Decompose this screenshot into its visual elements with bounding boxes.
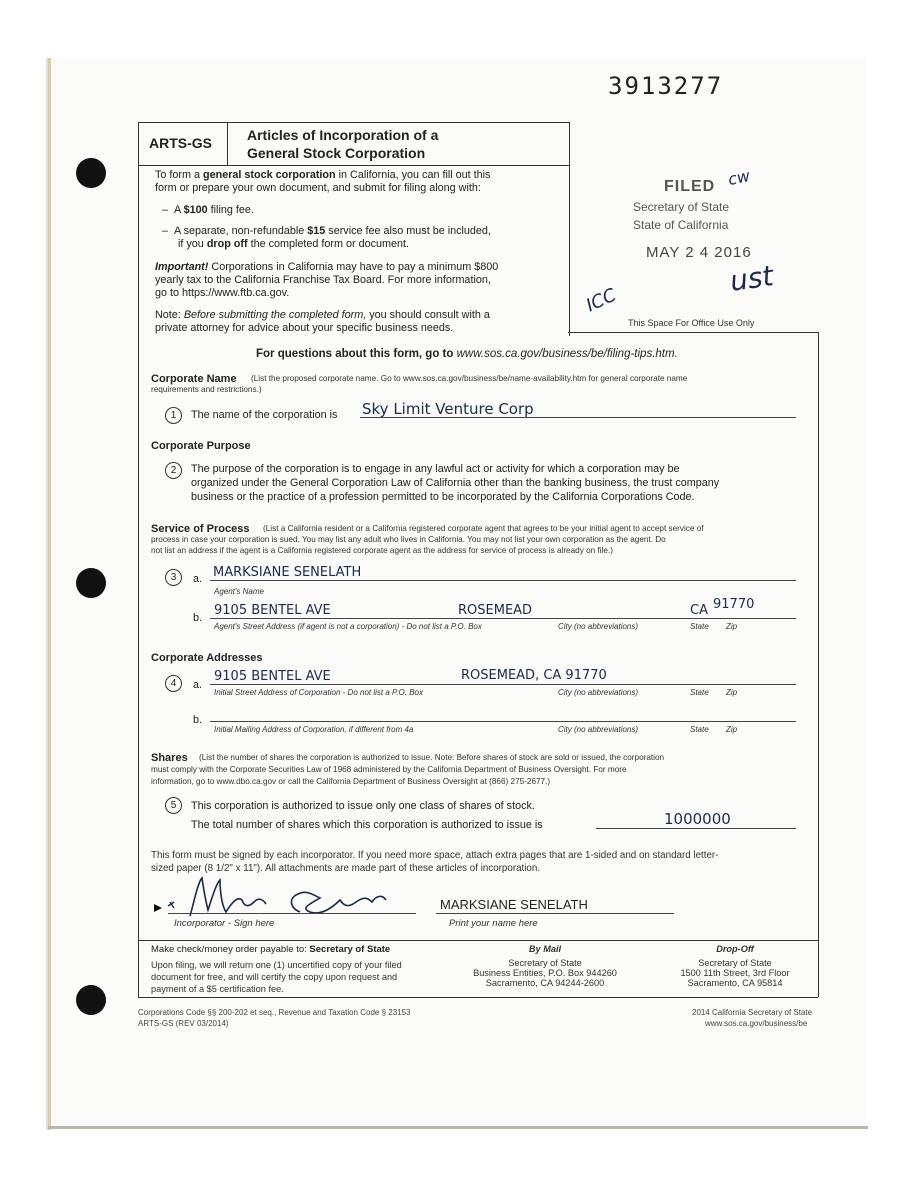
- signature-line: [168, 913, 416, 914]
- payable-to: Make check/money order payable to: Secretary of State: [151, 944, 391, 955]
- agent-zip-caption: Zip: [726, 622, 738, 631]
- form-code: ARTS-GS: [149, 135, 212, 151]
- corp-city-state-zip-value: ROSEMEAD, CA 91770: [461, 668, 607, 683]
- page-bottom-edge: [48, 1126, 868, 1129]
- printed-name-line: [436, 913, 674, 914]
- form-left-border: [138, 335, 139, 997]
- item-number-5: 5: [165, 797, 182, 814]
- address-a-label: a.: [193, 679, 203, 691]
- agent-zip-value: 91770: [713, 597, 755, 612]
- punch-hole: [76, 568, 106, 598]
- signature-caption: Incorporator - Sign here: [174, 918, 275, 929]
- service-of-process-heading: Service of Process: [151, 523, 250, 535]
- agent-city-value: ROSEMEAD: [458, 603, 533, 618]
- shares-value: 1000000: [664, 810, 731, 828]
- agent-state-caption: State: [690, 622, 709, 631]
- upon-filing-3: payment of a $5 certification fee.: [151, 984, 284, 994]
- agent-a-label: a.: [193, 573, 203, 585]
- signature-instructions-2: sized paper (8 1/2" x 11"). All attachments are made part of these articles of incorporation.: [151, 863, 541, 874]
- stamp-line1: Secretary of State: [633, 200, 730, 214]
- mailing-address-caption: Initial Mailing Address of Corporation, if different from 4a: [214, 725, 414, 734]
- form-title-line1: Articles of Incorporation of a: [247, 127, 439, 143]
- statute-reference: Corporations Code §§ 200-202 et seq., Revenue and Taxation Code § 23153: [138, 1008, 411, 1017]
- shares-field-line: [596, 828, 796, 829]
- print-name-caption: Print your name here: [449, 918, 538, 929]
- stamp-line2: State of California: [633, 218, 729, 232]
- drop-off-block: Drop-Off Secretary of State 1500 11th Street, 3rd Floor Sacramento, CA 95814: [680, 944, 790, 988]
- mailing-address-line[interactable]: [210, 721, 796, 722]
- document-number: 3913277: [608, 72, 724, 100]
- copyright: 2014 California Secretary of State: [692, 1008, 813, 1017]
- form-right-border: [818, 332, 819, 997]
- mailing-zip-caption: Zip: [726, 725, 738, 734]
- shares-heading: Shares: [151, 752, 188, 764]
- item-number-2: 2: [165, 462, 182, 479]
- corporate-addresses-heading: Corporate Addresses: [151, 652, 263, 664]
- punch-hole: [76, 158, 106, 188]
- corporate-name-prompt: The name of the corporation is: [191, 409, 338, 421]
- filed-stamp: FILED: [664, 178, 716, 195]
- shares-line1: This corporation is authorized to issue only one class of shares of stock.: [191, 800, 535, 812]
- by-mail-block: By Mail Secretary of State Business Entities, P.O. Box 944260 Sacramento, CA 94244-2600: [473, 944, 617, 988]
- item-number-4: 4: [165, 675, 182, 692]
- agent-address-line: [210, 618, 796, 619]
- footer-box-bottom: [138, 997, 818, 998]
- stamp-initials-left: ICC: [582, 284, 620, 317]
- filed-initials: cw: [726, 165, 752, 190]
- form-revision: ARTS-GS (REV 03/2014): [138, 1019, 229, 1028]
- page-edge: [48, 58, 51, 1130]
- upon-filing-1: Upon filing, we will return one (1) uncertified copy of your filed: [151, 960, 402, 970]
- corp-address-line: [210, 684, 796, 685]
- corporate-name-instructions: (List the proposed corporate name. Go to www.sos.ca.gov/business/be/name-availability.htm for general corporate name: [251, 374, 688, 383]
- sos-website: www.sos.ca.gov/business/be: [705, 1019, 808, 1028]
- item-number-1: 1: [165, 407, 182, 424]
- upon-filing-2: document for free, and will certify the copy upon request and: [151, 972, 398, 982]
- agent-city-caption: City (no abbreviations): [558, 622, 639, 631]
- corporate-name-instructions-2: requirements and restrictions.): [151, 385, 262, 394]
- punch-hole: [76, 985, 106, 1015]
- agent-street-caption: Agent's Street Address (if agent is not a corporation) - Do not list a P.O. Box: [214, 622, 482, 631]
- item-number-3: 3: [165, 569, 182, 586]
- corporate-name-heading: Corporate Name: [151, 373, 237, 385]
- office-box-divider: [568, 332, 819, 333]
- corp-zip-caption: Zip: [726, 688, 738, 697]
- agent-name-value: MARKSIANE SENELATH: [213, 565, 362, 580]
- questions-line: For questions about this form, go to www.sos.ca.gov/business/be/filing-tips.htm.: [256, 348, 678, 360]
- form-header-box: [138, 122, 570, 166]
- shares-line2: The total number of shares which this corporation is authorized to issue is: [191, 819, 543, 831]
- corporate-purpose-heading: Corporate Purpose: [151, 440, 251, 452]
- agent-street-value: 9105 BENTEL AVE: [214, 603, 331, 618]
- form-title-line2: General Stock Corporation: [247, 145, 426, 161]
- address-b-label: b.: [193, 714, 203, 726]
- agent-name-caption: Agent's Name: [214, 587, 264, 596]
- mailing-state-caption: State: [690, 725, 709, 734]
- signature-instructions-1: This form must be signed by each incorporator. If you need more space, attach extra pages that are 1-sided and on standard letter-: [151, 850, 719, 861]
- mailing-city-caption: City (no abbreviations): [558, 725, 639, 734]
- corp-city-caption: City (no abbreviations): [558, 688, 639, 697]
- stamp-initials-right: ust: [727, 259, 776, 298]
- printed-name-value: MARKSIANE SENELATH: [440, 897, 588, 912]
- corporate-name-value: Sky Limit Venture Corp: [362, 400, 534, 418]
- corporate-name-field-line: [360, 417, 796, 418]
- stamp-date: MAY 2 4 2016: [646, 244, 752, 261]
- agent-b-label: b.: [193, 612, 203, 624]
- footer-box-top: [138, 940, 818, 941]
- corp-street-value: 9105 BENTEL AVE: [214, 669, 331, 684]
- corp-state-caption: State: [690, 688, 709, 697]
- agent-state-value: CA: [690, 603, 708, 618]
- agent-name-line: [210, 580, 796, 581]
- office-use-caption: This Space For Office Use Only: [628, 318, 755, 328]
- corp-street-caption: Initial Street Address of Corporation - Do not list a P.O. Box: [214, 688, 423, 697]
